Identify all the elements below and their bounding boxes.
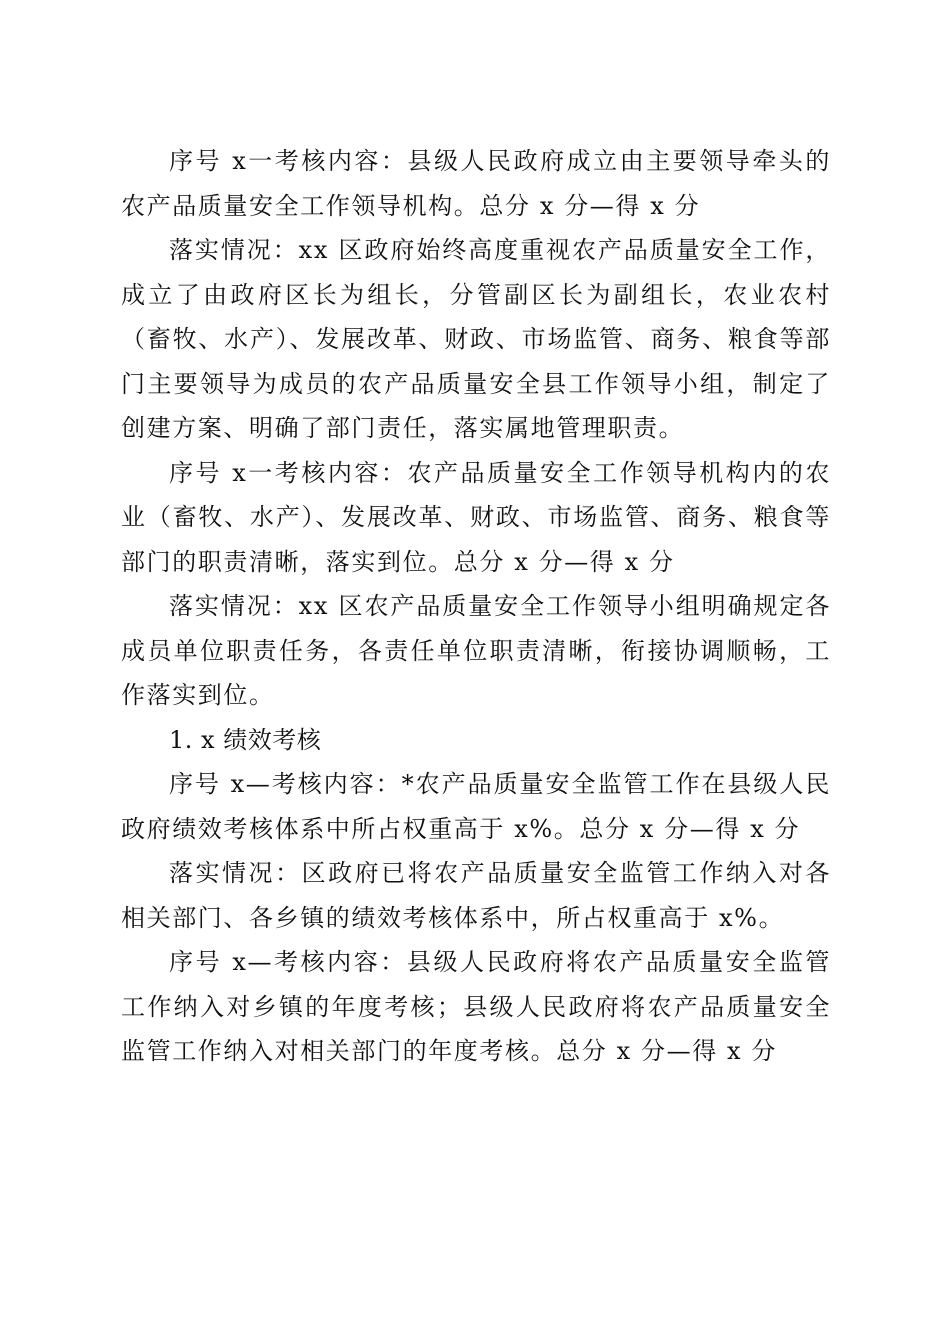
- assessment-item-paragraph: 序号 x一考核内容：农产品质量安全工作领导机构内的农业（畜牧、水产）、发展改革、财政、市场监管、商务、粮食等部门的职责清晰，落实到位。总分 x 分—得 x 分: [121, 458, 831, 576]
- assessment-item-paragraph: 序号 x—考核内容：县级人民政府将农产品质量安全监管工作纳入对乡镇的年度考核；县级人民政府将农产品质量安全监管工作纳入对相关部门的年度考核。总分 x 分—得 x 分: [121, 948, 831, 1065]
- assessment-item-paragraph: 序号 x一考核内容：县级人民政府成立由主要领导牵头的农产品质量安全工作领导机构。总分 x 分—得 x 分: [121, 147, 831, 220]
- document-body: [121, 139, 831, 1074]
- assessment-item-paragraph: 序号 x—考核内容：*农产品质量安全监管工作在县级人民政府绩效考核体系中所占权重高于 x%。总分 x 分—得 x 分: [121, 770, 831, 843]
- implementation-paragraph: 落实情况：xx 区农产品质量安全工作领导小组明确规定各成员单位职责任务，各责任单位职责清晰，衔接协调顺畅，工作落实到位。: [121, 592, 831, 709]
- implementation-paragraph: 落实情况：xx 区政府始终高度重视农产品质量安全工作，成立了由政府区长为组长，分管副区长为副组长，农业农村（畜牧、水产）、发展改革、财政、市场监管、商务、粮食等部门主要领导为成员的农产品质量安全县工作领导小组，制定了创建方案、明确了部门责任，落实属地管理职责。: [121, 236, 831, 442]
- section-heading: 1. x 绩效考核: [169, 725, 322, 754]
- implementation-paragraph: 落实情况：区政府已将农产品质量安全监管工作纳入对各相关部门、各乡镇的绩效考核体系中，所占权重高于 x%。: [121, 859, 831, 932]
